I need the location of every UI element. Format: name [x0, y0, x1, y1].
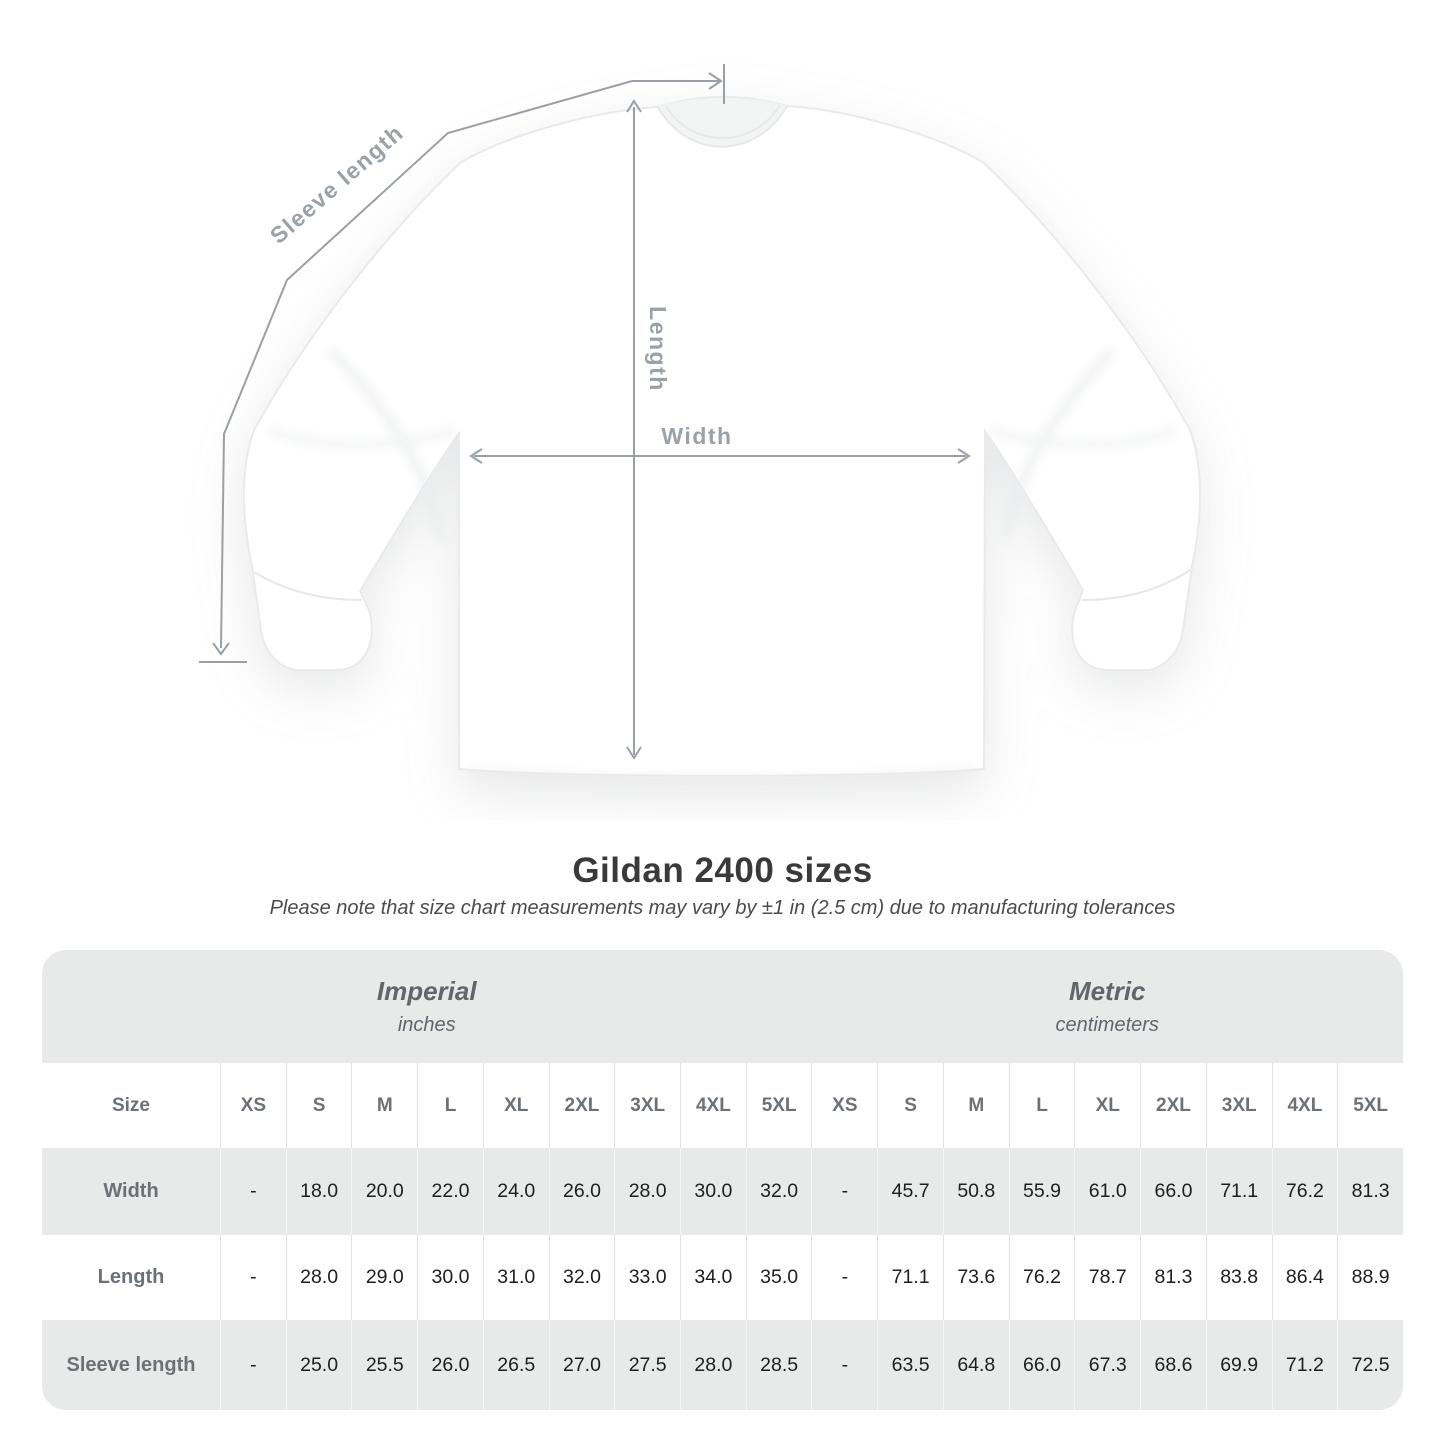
length-value: 88.9 [1337, 1235, 1403, 1320]
row-label-sleeve-length: Sleeve length [42, 1320, 220, 1410]
width-value: 32.0 [746, 1148, 812, 1235]
size-header-metric-4xl: 4XL [1272, 1063, 1338, 1148]
row-label-length: Length [97, 1266, 165, 1288]
length-value: 86.4 [1272, 1235, 1338, 1320]
metric-unit-label: centimeters [1055, 1014, 1159, 1036]
width-value: 71.1 [1206, 1148, 1272, 1235]
length-value: 34.0 [680, 1235, 746, 1320]
size-header-imperial-l: L [417, 1063, 483, 1148]
width-value: 45.7 [877, 1148, 943, 1235]
width-value: 22.0 [417, 1148, 483, 1235]
sleeve-length-value: 25.0 [286, 1320, 352, 1410]
sleeve-length-value: 68.6 [1140, 1320, 1206, 1410]
sleeve-length-value: 26.0 [417, 1320, 483, 1410]
size-header-metric-m: M [943, 1063, 1009, 1148]
sleeve-length-value: 66.0 [1009, 1320, 1075, 1410]
sleeve-length-value: 27.0 [549, 1320, 615, 1410]
size-header-metric-2xl: 2XL [1140, 1063, 1206, 1148]
width-label: Width [661, 423, 733, 449]
page-subtitle: Please note that size chart measurements may vary by ±1 in (2.5 cm) due to manufacturing tolerances [269, 897, 1176, 919]
metric-unit-header [811, 950, 1403, 1063]
width-value: - [220, 1148, 286, 1235]
length-value: 78.7 [1074, 1235, 1140, 1320]
width-value: 18.0 [286, 1148, 352, 1235]
size-header-imperial-3xl: 3XL [614, 1063, 680, 1148]
sleeve-length-value: 28.5 [746, 1320, 812, 1410]
sleeve-length-value: 67.3 [1074, 1320, 1140, 1410]
length-value: 29.0 [351, 1235, 417, 1320]
width-value: 66.0 [1140, 1148, 1206, 1235]
sleeve-length-value: 63.5 [877, 1320, 943, 1410]
length-value: 76.2 [1009, 1235, 1075, 1320]
sleeve-length-value: 71.2 [1272, 1320, 1338, 1410]
size-header-imperial-xl: XL [483, 1063, 549, 1148]
length-value: - [811, 1235, 877, 1320]
length-value: 81.3 [1140, 1235, 1206, 1320]
sleeve-length-value: - [811, 1320, 877, 1410]
width-value: - [811, 1148, 877, 1235]
sleeve-length-value: 69.9 [1206, 1320, 1272, 1410]
width-value: 50.8 [943, 1148, 1009, 1235]
size-header-metric-xs: XS [811, 1063, 877, 1148]
sleeve-length-value: 72.5 [1337, 1320, 1403, 1410]
size-header-imperial-m: M [351, 1063, 417, 1148]
size-header-imperial-2xl: 2XL [549, 1063, 615, 1148]
length-value: - [220, 1235, 286, 1320]
width-value: 76.2 [1272, 1148, 1338, 1235]
length-value: 28.0 [286, 1235, 352, 1320]
width-value: 30.0 [680, 1148, 746, 1235]
size-header-imperial-4xl: 4XL [680, 1063, 746, 1148]
width-value: 61.0 [1074, 1148, 1140, 1235]
length-value: 31.0 [483, 1235, 549, 1320]
width-value: 81.3 [1337, 1148, 1403, 1235]
row-label-width: Width [42, 1148, 220, 1235]
length-label: Length [645, 306, 671, 392]
sleeve-length-value: 25.5 [351, 1320, 417, 1410]
page-title: Gildan 2400 sizes [572, 851, 873, 890]
width-value: 55.9 [1009, 1148, 1075, 1235]
size-header-metric-l: L [1009, 1063, 1075, 1148]
sleeve-length-value: - [220, 1320, 286, 1410]
size-header-imperial-5xl: 5XL [746, 1063, 812, 1148]
length-value: 73.6 [943, 1235, 1009, 1320]
width-value: 20.0 [351, 1148, 417, 1235]
sleeve-length-value: 64.8 [943, 1320, 1009, 1410]
length-value: 33.0 [614, 1235, 680, 1320]
size-header-metric-s: S [877, 1063, 943, 1148]
imperial-unit-label: inches [397, 1014, 456, 1036]
length-value: 30.0 [417, 1235, 483, 1320]
size-column-header: Size [111, 1094, 151, 1116]
sleeve-length-label: Sleeve length [264, 119, 409, 249]
imperial-label: Imperial [376, 976, 477, 1006]
sleeve-length-value: 28.0 [680, 1320, 746, 1410]
width-value: 26.0 [549, 1148, 615, 1235]
size-header-imperial-xs: XS [220, 1063, 286, 1148]
size-header-metric-3xl: 3XL [1206, 1063, 1272, 1148]
metric-label: Metric [1068, 976, 1146, 1006]
size-header-imperial-s: S [286, 1063, 352, 1148]
width-value: 24.0 [483, 1148, 549, 1235]
size-header-metric-5xl: 5XL [1337, 1063, 1403, 1148]
length-value: 83.8 [1206, 1235, 1272, 1320]
imperial-unit-header [42, 950, 811, 1063]
sleeve-length-value: 26.5 [483, 1320, 549, 1410]
size-header-metric-xl: XL [1074, 1063, 1140, 1148]
width-value: 28.0 [614, 1148, 680, 1235]
length-value: 35.0 [746, 1235, 812, 1320]
length-value: 71.1 [877, 1235, 943, 1320]
length-value: 32.0 [549, 1235, 615, 1320]
sleeve-length-value: 27.5 [614, 1320, 680, 1410]
size-table [42, 950, 1403, 1410]
